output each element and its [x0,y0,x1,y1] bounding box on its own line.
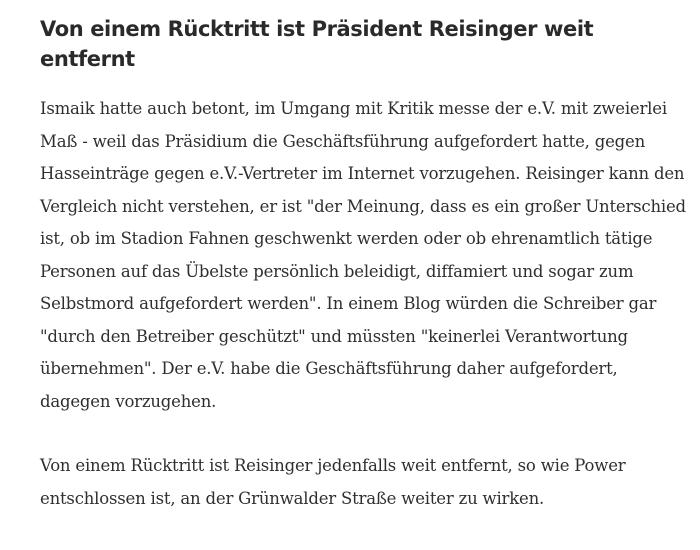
article-paragraph-1: Ismaik hatte auch betont, im Umgang mit Kritik messe der e.V. mit zweierlei Maß - weil das Präsidium die Geschäftsführung aufgefordert hatte, gegen Hasseinträge gegen e.V.-Vertreter im Internet vorzugehen. Reisinger kann den Vergleich nicht verstehen, er ist "der Meinung, dass es ein großer Unterschied ist, ob im Stadion Fahnen geschwenkt werden oder ob ehrenamtlich tätige Personen auf das Übelste persönlich beleidigt, diffamiert und sogar zum Selbstmord aufgefordert werden". In einem Blog würden die Schreiber gar "durch den Betreiber geschützt" und müssten "keinerlei Verantwortung übernehmen". Der e.V. habe die Geschäftsführung daher aufgefordert, dagegen vorzugehen. [40,99,686,411]
article-paragraph-2: Von einem Rücktritt ist Reisinger jedenfalls weit entfernt, so wie Power entschlossen ist, an der Grünwalder Straße weiter zu wirken. [40,456,626,508]
section-heading: Von einem Rücktritt ist Präsident Reisinger weit entfernt [40,17,594,71]
